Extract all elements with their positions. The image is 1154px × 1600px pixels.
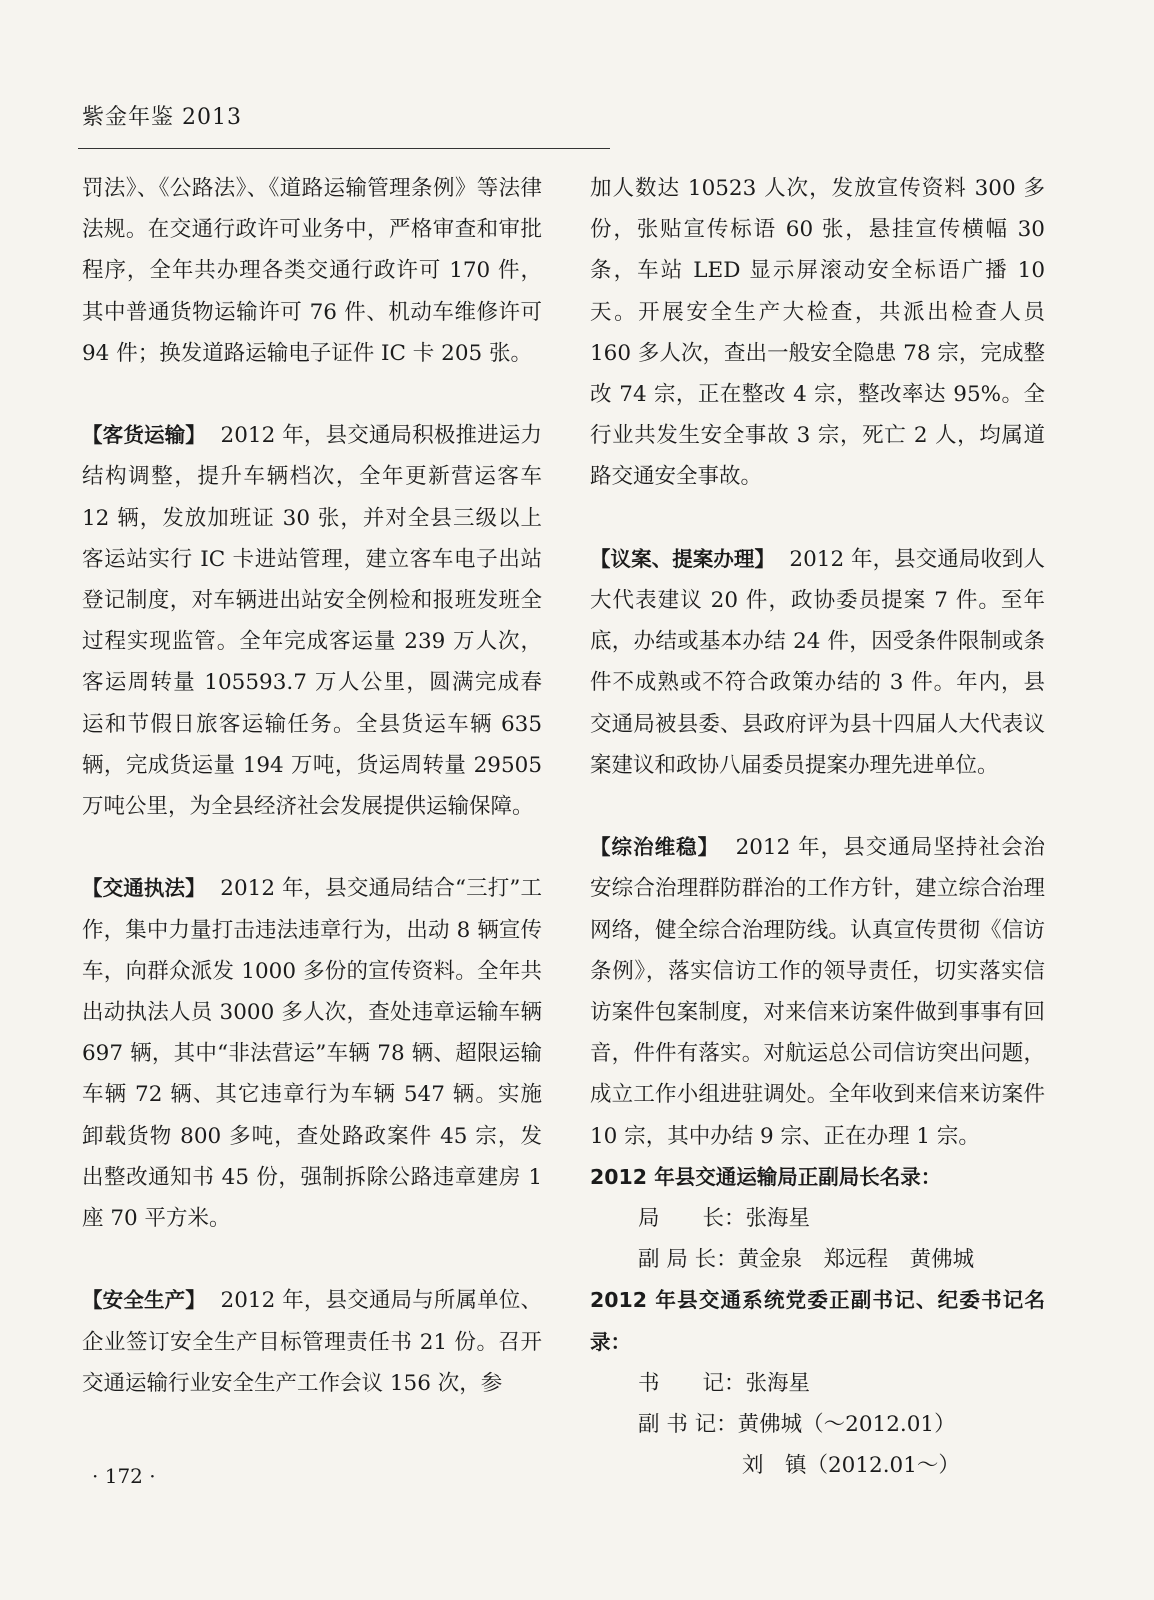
roster-line: 局 长：张海星 (638, 1206, 811, 1232)
continuation-paragraph: 罚法》、《公路法》、《道路运输管理条例》等法律法规。在交通行政许可业务中，严格审查和审批程序，全年共办理各类交通行政许可 170 件，其中普通货物运输许可 76 件、机动车维修许可 94 件；换发道路运输电子证件 IC 卡 205 张。 (82, 176, 542, 366)
section-text: 2012 年，县交通局坚持社会治安综合治理群防群治的工作方针，建立综合治理网络，健全综合治理防线。认真宣传贯彻《信访条例》，落实信访工作的领导责任，切实落实信访案件包案制度，对来信来访案件做到事事有回音，件件有落实。对航运总公司信访突出问题，成立工作小组进驻调处。全年收到来信来访案件 10 宗，其中办结 9 宗、正在办理 1 宗。 (590, 835, 1045, 1149)
section-text: 2012 年，县交通局收到人大代表建议 20 件，政协委员提案 7 件。至年底，办结或基本办结 24 件，因受条件限制或条件不成熟或不符合政策办结的 3 件。年内，县交通局被县委、县政府评为县十四届人大代表议案建议和政协八届委员提案办理先进单位。 (590, 546, 1045, 778)
roster-heading: 2012 年县交通运输局正副局长名录： (590, 1164, 942, 1189)
section-tag: 【客货运输】 (82, 423, 206, 448)
section-text: 2012 年，县交通局结合“三打”工作，集中力量打击违法违章行为，出动 8 辆宣传车，向群众派发 1000 多份的宣传资料。全年共出动执法人员 3000 多人次，查处违章运输车辆 697 辆，其中“非法营运”车辆 78 辆、超限运输车辆 72 辆、其它违章行为车辆 547 辆。实施卸载货物 800 多吨，查处路政案件 45 宗，发出整改通知书 45 份，强制拆除公路违章建房 1 座 70 平方米。 (82, 876, 542, 1232)
running-head: 紫金年鉴 2013 (82, 105, 242, 130)
section-safety-production (82, 1280, 542, 1404)
section-traffic-enforcement (82, 868, 542, 1239)
section-text: 2012 年，县交通局与所属单位、企业签订安全生产目标管理责任书 21 份。召开交通运输行业安全生产工作会议 156 次，参 (82, 1288, 542, 1396)
roster-line: 刘 镇（2012.01～） (742, 1453, 960, 1479)
continuation-paragraph: 加人数达 10523 人次，发放宣传资料 300 多份，张贴宣传标语 60 张，悬挂宣传横幅 30 条，车站 LED 显示屏滚动安全标语广播 10 天。开展安全生产大检查，共派出检查人员 160 多人次，查出一般安全隐患 78 宗，完成整改 74 宗，正在整改 4 宗，整改率达 95%。全行业共发生安全事故 3 宗，死亡 2 人，均属道路交通安全事故。 (590, 176, 1045, 490)
section-tag: 【交通执法】 (82, 876, 206, 901)
section-tag: 【综治维稳】 (590, 835, 720, 860)
roster-heading: 2012 年县交通系统党委正副书记、纪委书记名录： (590, 1288, 1045, 1354)
right-column (590, 168, 1045, 1486)
roster-line: 书 记：张海星 (638, 1370, 811, 1396)
roster-line: 副 书 记：黄佛城（～2012.01） (638, 1412, 956, 1438)
section-text: 2012 年，县交通局积极推进运力结构调整，提升车辆档次，全年更新营运客车 12 辆，发放加班证 30 张，并对全县三级以上客运站实行 IC 卡进站管理，建立客车电子出站登记制度，对车辆进出站安全例检和报班发班全过程实现监管。全年完成客运量 239 万人次，客运周转量 105593.7 万人公里，圆满完成春运和节假日旅客运输任务。全县货运车辆 635 辆，完成货运量 194 万吨，货运周转量 29505 万吨公里，为全县经济社会发展提供运输保障。 (82, 423, 542, 820)
section-stability (590, 827, 1045, 1157)
section-passenger-freight (82, 415, 542, 827)
roster-line: 副 局 长：黄金泉 郑远程 黄佛城 (638, 1247, 975, 1273)
page-number: · 172 · (92, 1464, 156, 1488)
left-column (82, 168, 542, 1404)
section-tag: 【安全生产】 (82, 1288, 206, 1313)
section-proposals (590, 539, 1045, 786)
header-rule (78, 148, 610, 149)
section-tag: 【议案、提案办理】 (590, 546, 776, 571)
